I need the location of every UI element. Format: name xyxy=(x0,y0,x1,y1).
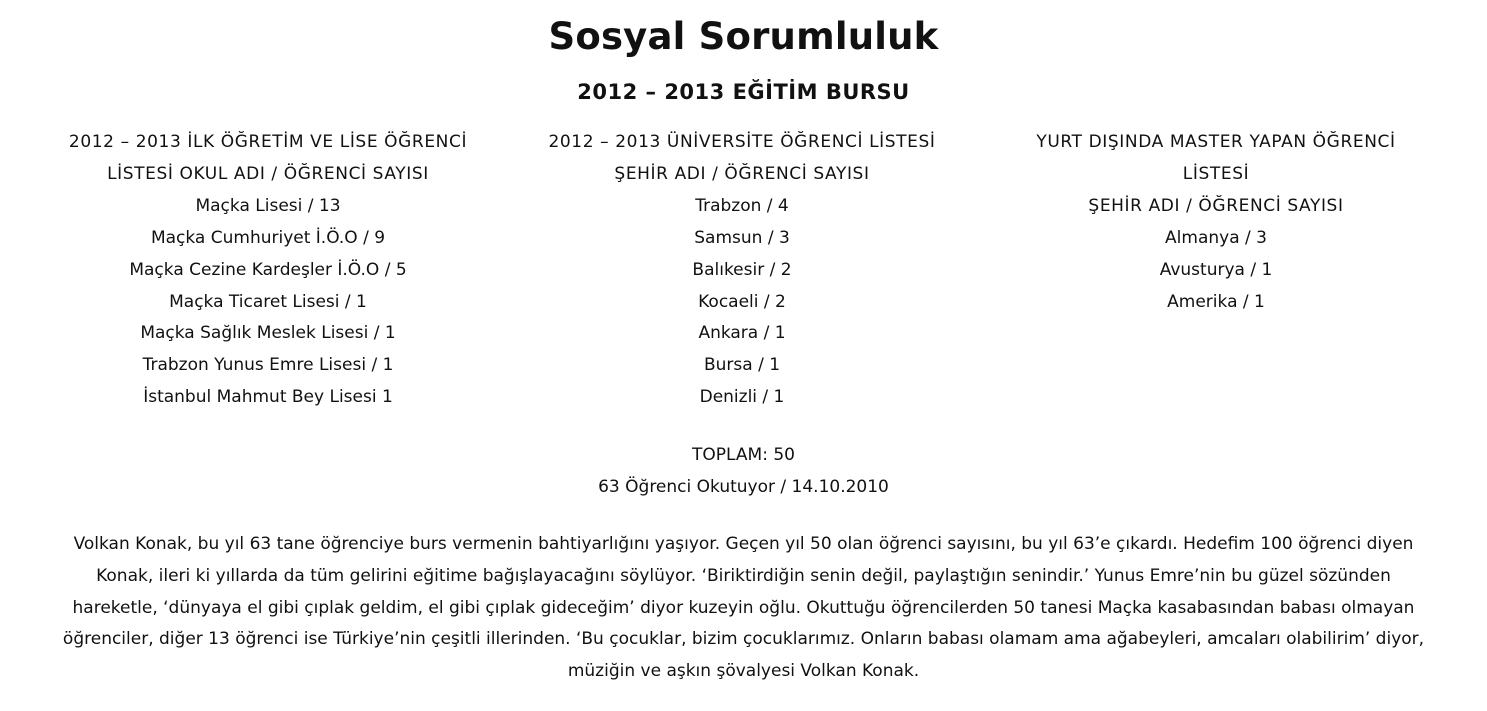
column-heading xyxy=(40,127,496,191)
list-item: Denizli / 1 xyxy=(699,387,785,408)
list-item: Kocaeli / 2 xyxy=(698,291,786,312)
list-item: Bursa / 1 xyxy=(703,355,781,376)
list-item: Amerika / 1 xyxy=(1167,291,1265,312)
column-heading-line: LİSTESİ xyxy=(1182,163,1250,184)
page-title: Sosyal Sorumluluk xyxy=(548,15,939,58)
list-item: İstanbul Mahmut Bey Lisesi 1 xyxy=(143,387,393,408)
list xyxy=(988,223,1444,319)
list-item: Samsun / 3 xyxy=(694,227,790,248)
column-heading-line: ŞEHİR ADI / ÖĞRENCİ SAYISI xyxy=(614,163,870,184)
list-item: Maçka Cezine Kardeşler İ.Ö.O / 5 xyxy=(129,259,407,280)
column-university-list xyxy=(514,127,970,414)
column-heading-line: 2012 – 2013 İLK ÖĞRETİM VE LİSE ÖĞRENCİ xyxy=(68,132,468,152)
column-heading xyxy=(514,127,970,191)
article-paragraph: Volkan Konak, bu yıl 63 tane öğrenciye burs vermenin bahtiyarlığını yaşıyor. Geçen yıl 50 olan öğrenci sayısını, bu yıl 63’e çıkardı. Hedefim 100 öğrenci diyen Konak, ileri ki yıllarda da tüm gelirini eğitime bağışlayacağını söylüyor. ‘Biriktirdiğin senin değil, paylaştığın senindir.’ Yunus Emre’nin bu güzel sözünden hareketle, ‘dünyaya el gibi çıplak geldim, el gibi çıplak gideceğim’ diyor kuzeyin oğlu. Okuttuğu öğrencilerden 50 tanesi Maçka kasabasından babası olmayan öğrenciler, diğer 13 öğrenci ise Türkiye’nin çeşitli illerinden. ‘Bu çocuklar, bizim çocuklarımız. Onların babası olamam ama ağabeyleri, amcaları olabilirim’ diyor, müziğin ve aşkın şövalyesi Volkan Konak. xyxy=(62,534,1425,682)
students-count-line: 63 Öğrenci Okutuyor / 14.10.2010 xyxy=(598,477,889,497)
page-subtitle: 2012 – 2013 EĞİTİM BURSU xyxy=(577,80,910,104)
list-item: Maçka Sağlık Meslek Lisesi / 1 xyxy=(140,323,396,344)
column-heading-line: 2012 – 2013 ÜNİVERSİTE ÖĞRENCİ LİSTESİ xyxy=(548,132,936,152)
list-item: Trabzon Yunus Emre Lisesi / 1 xyxy=(142,355,394,376)
list-item: Maçka Ticaret Lisesi / 1 xyxy=(169,291,367,312)
column-school-list xyxy=(40,127,496,414)
total-line: TOPLAM: 50 xyxy=(692,445,795,465)
column-heading-line: LİSTESİ OKUL ADI / ÖĞRENCİ SAYISI xyxy=(107,163,429,184)
list-item: Maçka Cumhuriyet İ.Ö.O / 9 xyxy=(150,227,386,248)
list xyxy=(40,191,496,414)
column-heading-line: YURT DIŞINDA MASTER YAPAN ÖĞRENCİ xyxy=(1036,132,1396,152)
list-item: Trabzon / 4 xyxy=(695,195,789,216)
list-item: Maçka Lisesi / 13 xyxy=(195,195,341,216)
list xyxy=(514,191,970,414)
list-item: Almanya / 3 xyxy=(1165,227,1267,248)
list-item: Avusturya / 1 xyxy=(1159,259,1273,280)
list-item: Ankara / 1 xyxy=(698,323,786,344)
summary xyxy=(0,439,1487,503)
list-item: Balıkesir / 2 xyxy=(692,259,792,280)
column-heading-line: ŞEHİR ADI / ÖĞRENCİ SAYISI xyxy=(1088,195,1344,216)
column-abroad-master-list xyxy=(988,127,1444,318)
column-heading xyxy=(988,127,1444,223)
